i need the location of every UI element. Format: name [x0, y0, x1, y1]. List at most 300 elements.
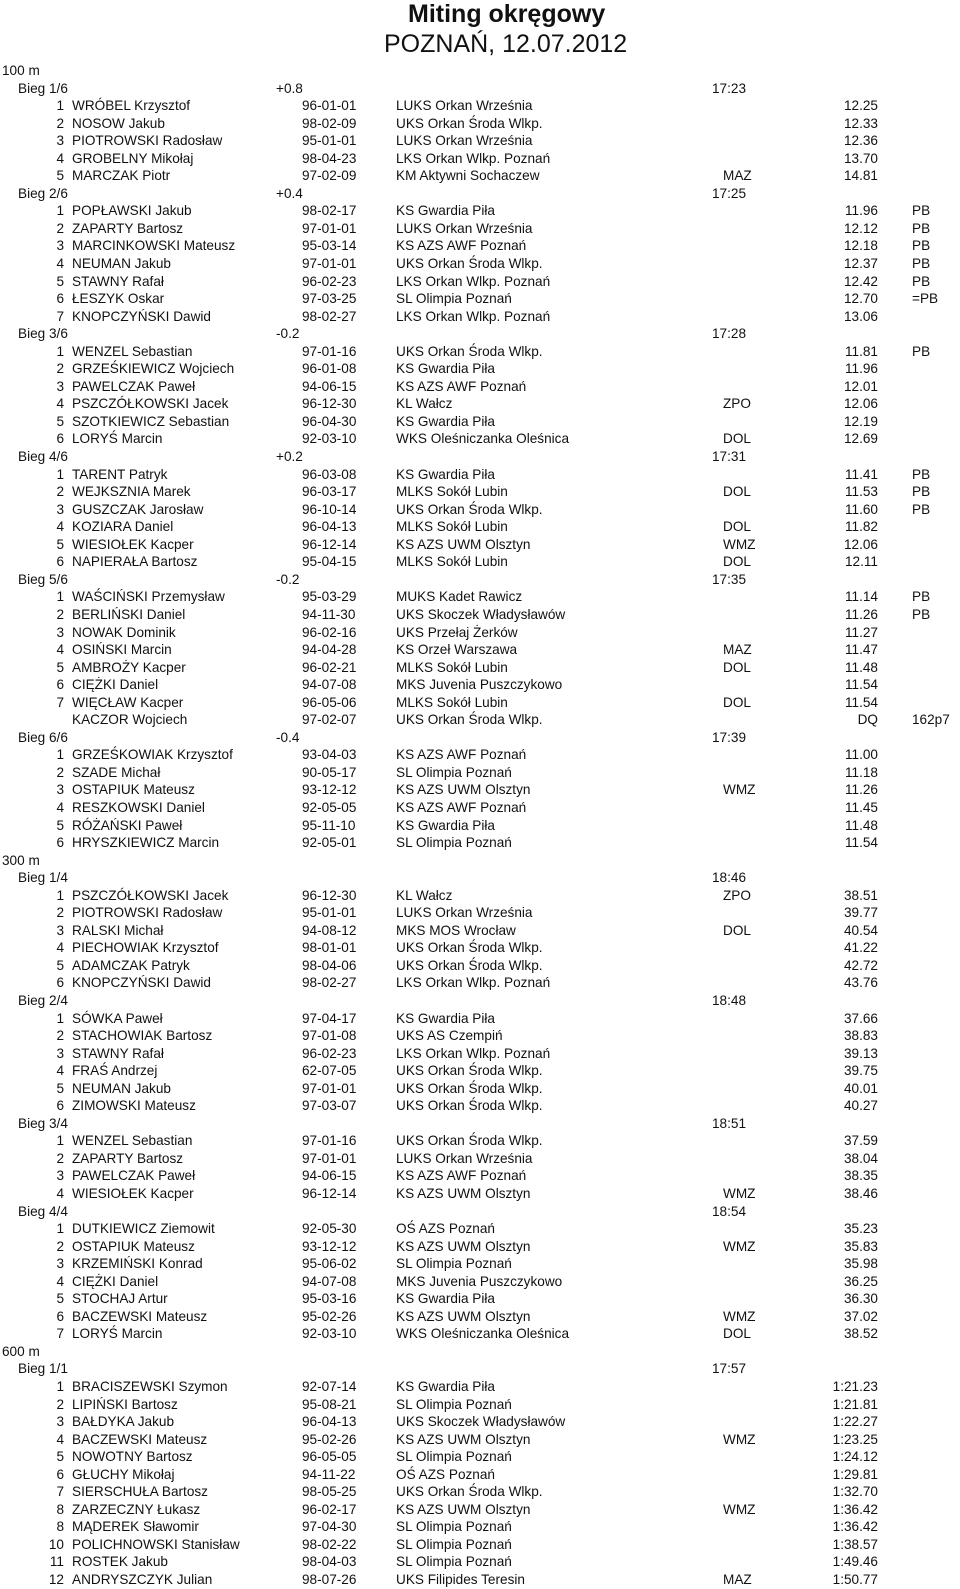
note: PB	[912, 203, 931, 219]
result-time: 12.01	[843, 378, 878, 394]
birth-date: 94-11-22	[302, 1466, 356, 1482]
result-row	[0, 1238, 960, 1256]
place: 5	[56, 659, 64, 675]
result-row	[0, 676, 960, 694]
birth-date: 97-01-01	[302, 220, 357, 236]
birth-date: 97-02-09	[302, 168, 357, 184]
heat-header	[0, 325, 960, 343]
result-row	[0, 395, 960, 413]
place: 1	[56, 343, 64, 359]
result-row	[0, 536, 960, 554]
club: KS Gwardia Piła	[396, 203, 495, 219]
result-row	[0, 1062, 960, 1080]
athlete-name: ŁESZYK Oskar	[72, 291, 165, 307]
athlete-name: WENZEL Sebastian	[72, 343, 193, 359]
heat-header	[0, 185, 960, 203]
heat-label: Bieg 2/6	[18, 185, 68, 201]
birth-date: 96-12-30	[302, 887, 357, 903]
birth-date: 96-02-21	[302, 659, 357, 675]
heat-time: 18:46	[712, 870, 747, 886]
place: 4	[56, 396, 64, 412]
birth-date: 94-04-28	[302, 642, 357, 658]
club: KS AZS AWF Poznań	[396, 799, 527, 815]
birth-date: 96-05-06	[302, 694, 357, 710]
athlete-name: LORYŚ Marcin	[72, 1326, 163, 1342]
result-time: 1:36.42	[832, 1519, 878, 1535]
result-time: 37.59	[843, 1133, 878, 1149]
heat-label: Bieg 4/4	[18, 1203, 68, 1219]
region: WMZ	[723, 1501, 756, 1517]
athlete-name: RALSKI Michał	[72, 922, 164, 938]
event-header	[0, 1343, 960, 1361]
result-time: 11.47	[844, 642, 878, 658]
place: 6	[56, 1308, 64, 1324]
result-time: 11.41	[844, 466, 878, 482]
result-row	[0, 939, 960, 957]
result-time: 37.66	[843, 1010, 878, 1026]
club: UKS Orkan Środa Wlkp.	[396, 940, 543, 956]
club: MLKS Sokół Lubin	[396, 694, 508, 710]
result-row	[0, 1325, 960, 1343]
result-time: 1:38.57	[832, 1536, 878, 1552]
result-time: 11.96	[844, 203, 878, 219]
club: UKS AS Czempiń	[396, 1028, 503, 1044]
athlete-name: PIOTROWSKI Radosław	[72, 133, 223, 149]
result-time: 41.22	[843, 940, 878, 956]
athlete-name: KOZIARA Daniel	[72, 519, 174, 535]
birth-date: 93-12-12	[302, 1238, 357, 1254]
birth-date: 96-10-14	[302, 501, 357, 517]
birth-date: 95-03-14	[302, 238, 357, 254]
result-time: 11.18	[844, 764, 878, 780]
heat-header	[0, 80, 960, 98]
result-row	[0, 694, 960, 712]
result-time: 13.06	[843, 308, 878, 324]
result-row	[0, 1518, 960, 1536]
athlete-name: GUSZCZAK Jarosław	[72, 501, 204, 517]
club: OŚ AZS Poznań	[396, 1221, 495, 1237]
athlete-name: WIĘCŁAW Kacper	[72, 694, 184, 710]
club: MKS Juvenia Puszczykowo	[396, 677, 563, 693]
athlete-name: CIĘŻKI Daniel	[72, 677, 159, 693]
region: MAZ	[723, 168, 752, 184]
place: 3	[56, 624, 64, 640]
club: OŚ AZS Poznań	[396, 1466, 495, 1482]
result-time: 12.12	[843, 220, 878, 236]
birth-date: 94-07-08	[302, 677, 357, 693]
place: 1	[56, 203, 64, 219]
athlete-name: WIESIOŁEK Kacper	[72, 536, 194, 552]
result-row	[0, 957, 960, 975]
birth-date: 96-12-30	[302, 396, 357, 412]
note: =PB	[912, 291, 939, 307]
heat-wind: +0.8	[276, 80, 303, 96]
club: UKS Skoczek Władysławów	[396, 606, 566, 622]
birth-date: 95-06-02	[302, 1256, 357, 1272]
athlete-name: RÓŻAŃSKI Paweł	[72, 817, 183, 833]
result-row	[0, 290, 960, 308]
club: UKS Orkan Środa Wlkp.	[396, 256, 543, 272]
place: 4	[56, 519, 64, 535]
result-time: 12.06	[843, 536, 878, 552]
heat-time: 17:28	[712, 326, 747, 342]
athlete-name: TARENT Patryk	[72, 466, 168, 482]
birth-date: 92-07-14	[302, 1379, 357, 1395]
note: PB	[912, 606, 931, 622]
heat-header	[0, 1115, 960, 1133]
birth-date: 94-07-08	[302, 1273, 357, 1289]
club: SL Olimpia Poznań	[396, 1536, 512, 1552]
club: WKS Oleśniczanka Oleśnica	[396, 431, 570, 447]
heat-wind: -0.4	[276, 729, 300, 745]
result-row	[0, 1255, 960, 1273]
result-time: 38.52	[843, 1326, 878, 1342]
result-time: 1:21.81	[832, 1396, 878, 1412]
birth-date: 98-02-22	[302, 1536, 357, 1552]
result-row	[0, 1378, 960, 1396]
club: UKS Orkan Środa Wlkp.	[396, 957, 543, 973]
club: UKS Skoczek Władysławów	[396, 1414, 566, 1430]
place: 3	[56, 782, 64, 798]
place: 4	[56, 1431, 64, 1447]
heat-header	[0, 869, 960, 887]
result-time: 11.60	[844, 501, 878, 517]
athlete-name: LORYŚ Marcin	[72, 431, 163, 447]
club: UKS Orkan Środa Wlkp.	[396, 1133, 543, 1149]
birth-date: 98-01-01	[302, 940, 357, 956]
result-time: 38.04	[843, 1150, 878, 1166]
athlete-name: POLICHNOWSKI Stanisław	[72, 1536, 240, 1552]
club: UKS Przełaj Żerków	[396, 624, 518, 640]
club: KS AZS UWM Olsztyn	[396, 1431, 531, 1447]
birth-date: 92-03-10	[302, 1326, 357, 1342]
club: UKS Orkan Środa Wlkp.	[396, 343, 543, 359]
result-time: 11.45	[844, 799, 878, 815]
result-time: 38.51	[843, 887, 878, 903]
event-header	[0, 852, 960, 870]
result-time: 11.26	[844, 606, 878, 622]
athlete-name: NOWAK Dominik	[72, 624, 176, 640]
athlete-name: WRÓBEL Krzysztof	[72, 98, 191, 114]
result-row	[0, 343, 960, 361]
heat-header	[0, 448, 960, 466]
note: PB	[912, 484, 931, 500]
club: UKS Orkan Środa Wlkp.	[396, 712, 543, 728]
athlete-name: NEUMAN Jakub	[72, 256, 171, 272]
result-time: 11.48	[844, 817, 878, 833]
place: 1	[56, 747, 64, 763]
region: WMZ	[723, 536, 756, 552]
athlete-name: FRAŚ Andrzej	[72, 1063, 158, 1079]
result-row	[0, 1396, 960, 1414]
heat-label: Bieg 3/4	[18, 1115, 68, 1131]
place: 1	[56, 1133, 64, 1149]
birth-date: 96-05-05	[302, 1449, 357, 1465]
club: MLKS Sokół Lubin	[396, 484, 508, 500]
athlete-name: NOWOTNY Bartosz	[72, 1449, 193, 1465]
club: SL Olimpia Poznań	[396, 1449, 512, 1465]
result-time: 35.98	[843, 1256, 878, 1272]
heat-label: Bieg 6/6	[18, 729, 68, 745]
heat-label: Bieg 3/6	[18, 326, 68, 342]
club: SL Olimpia Poznań	[396, 1554, 512, 1570]
club: KS AZS AWF Poznań	[396, 747, 527, 763]
birth-date: 96-02-17	[302, 1501, 357, 1517]
athlete-name: NEUMAN Jakub	[72, 1080, 171, 1096]
place: 2	[56, 764, 64, 780]
region: DOL	[723, 659, 751, 675]
club: WKS Oleśniczanka Oleśnica	[396, 1326, 570, 1342]
birth-date: 97-01-16	[302, 1133, 357, 1149]
birth-date: 96-04-30	[302, 413, 357, 429]
place: 4	[56, 642, 64, 658]
heat-wind: -0.2	[276, 326, 300, 342]
place: 2	[56, 361, 64, 377]
result-row	[0, 1010, 960, 1028]
club: UKS Orkan Środa Wlkp.	[396, 1063, 543, 1079]
result-time: 1:22.27	[832, 1414, 878, 1430]
result-row	[0, 974, 960, 992]
birth-date: 97-01-01	[302, 1080, 357, 1096]
place: 6	[56, 554, 64, 570]
birth-date: 95-11-10	[302, 817, 356, 833]
athlete-name: WEJKSZNIA Marek	[72, 484, 191, 500]
result-row	[0, 1045, 960, 1063]
club: KS Orzeł Warszawa	[396, 642, 518, 658]
place: 2	[56, 1028, 64, 1044]
birth-date: 96-12-14	[302, 536, 357, 552]
result-time: 12.42	[843, 273, 878, 289]
club: LKS Orkan Wlkp. Poznań	[396, 1045, 551, 1061]
place: 2	[56, 1396, 64, 1412]
result-row	[0, 1150, 960, 1168]
athlete-name: WAŚCIŃSKI Przemysław	[72, 589, 225, 605]
result-row	[0, 430, 960, 448]
result-row	[0, 220, 960, 238]
birth-date: 62-07-05	[302, 1063, 357, 1079]
result-row	[0, 711, 960, 729]
note: PB	[912, 343, 931, 359]
birth-date: 96-01-08	[302, 361, 357, 377]
club: KS AZS AWF Poznań	[396, 238, 527, 254]
athlete-name: ADAMCZAK Patryk	[72, 957, 190, 973]
club: KS AZS UWM Olsztyn	[396, 536, 531, 552]
result-row	[0, 764, 960, 782]
result-row	[0, 746, 960, 764]
birth-date: 97-01-16	[302, 343, 357, 359]
result-time: 1:49.46	[832, 1554, 878, 1570]
result-time: 11.54	[844, 694, 878, 710]
result-time: 12.06	[843, 396, 878, 412]
club: KS AZS UWM Olsztyn	[396, 1308, 531, 1324]
athlete-name: WENZEL Sebastian	[72, 1133, 193, 1149]
birth-date: 92-05-05	[302, 799, 357, 815]
place: 4	[56, 1273, 64, 1289]
club: SL Olimpia Poznań	[396, 1256, 512, 1272]
place: 4	[56, 1186, 64, 1201]
result-row	[0, 922, 960, 940]
result-time: 12.19	[843, 413, 878, 429]
birth-date: 98-02-27	[302, 975, 357, 991]
result-row	[0, 518, 960, 536]
result-time: 11.26	[844, 782, 878, 798]
place: 3	[56, 1168, 64, 1184]
region: DOL	[723, 694, 751, 710]
club: UKS Orkan Środa Wlkp.	[396, 1484, 543, 1500]
result-time: 1:36.42	[832, 1501, 878, 1517]
birth-date: 98-04-23	[302, 150, 357, 166]
result-row	[0, 1273, 960, 1291]
birth-date: 95-02-26	[302, 1431, 357, 1447]
place: 6	[56, 1466, 64, 1482]
result-time: 38.35	[843, 1168, 878, 1184]
club: SL Olimpia Poznań	[396, 835, 512, 851]
athlete-name: PSZCZÓŁKOWSKI Jacek	[72, 887, 229, 903]
place: 3	[56, 1045, 64, 1061]
region: DOL	[723, 554, 751, 570]
result-row	[0, 799, 960, 817]
club: SL Olimpia Poznań	[396, 1519, 512, 1535]
club: KS AZS UWM Olsztyn	[396, 1186, 531, 1201]
athlete-name: RESZKOWSKI Daniel	[72, 799, 205, 815]
club: KS Gwardia Piła	[396, 817, 495, 833]
club: MLKS Sokół Lubin	[396, 554, 508, 570]
place: 6	[56, 677, 64, 693]
result-row	[0, 606, 960, 624]
place: 1	[56, 589, 64, 605]
athlete-name: MARCINKOWSKI Mateusz	[72, 238, 236, 254]
heat-header	[0, 992, 960, 1010]
heat-wind: +0.2	[276, 449, 303, 465]
result-row	[0, 378, 960, 396]
result-time: 1:29.81	[832, 1466, 878, 1482]
athlete-name: BACZEWSKI Mateusz	[72, 1308, 208, 1324]
place: 2	[56, 1238, 64, 1254]
result-time: 11.27	[844, 624, 878, 640]
note: PB	[912, 238, 931, 254]
result-time: 1:23.25	[832, 1431, 878, 1447]
result-time: 38.83	[843, 1028, 878, 1044]
birth-date: 96-12-14	[302, 1186, 357, 1201]
birth-date: 95-04-15	[302, 554, 357, 570]
athlete-name: NOSOW Jakub	[72, 115, 165, 131]
result-time: DQ	[857, 712, 878, 728]
result-time: 11.54	[844, 835, 878, 851]
note: PB	[912, 273, 931, 289]
birth-date: 95-01-01	[302, 133, 357, 149]
result-row	[0, 1080, 960, 1098]
heat-label: Bieg 1/4	[18, 870, 68, 886]
result-row	[0, 1097, 960, 1115]
result-row	[0, 1553, 960, 1571]
place: 7	[56, 1326, 64, 1342]
title-block	[0, 0, 960, 62]
club: KS Gwardia Piła	[396, 1379, 495, 1395]
athlete-name: CIĘŻKI Daniel	[72, 1273, 159, 1289]
heat-header	[0, 571, 960, 589]
place: 1	[56, 1379, 64, 1395]
result-row	[0, 641, 960, 659]
athlete-name: WIESIOŁEK Kacper	[72, 1186, 194, 1201]
birth-date: 95-03-29	[302, 589, 357, 605]
club: KS Gwardia Piła	[396, 1291, 495, 1307]
birth-date: 92-03-10	[302, 431, 357, 447]
athlete-name: OSTAPIUK Mateusz	[72, 782, 195, 798]
birth-date: 96-04-13	[302, 519, 357, 535]
athlete-name: ANDRYSZCZYK Julian	[72, 1572, 213, 1588]
result-row	[0, 360, 960, 378]
note: PB	[912, 220, 931, 236]
heat-time: 17:31	[712, 449, 747, 465]
result-row	[0, 1448, 960, 1466]
club: KS Gwardia Piła	[396, 466, 495, 482]
birth-date: 96-01-01	[302, 98, 357, 114]
athlete-name: BRACISZEWSKI Szymon	[72, 1379, 228, 1395]
athlete-name: OSTAPIUK Mateusz	[72, 1238, 195, 1254]
athlete-name: POPŁAWSKI Jakub	[72, 203, 192, 219]
place: 2	[56, 905, 64, 921]
athlete-name: NAPIERAŁA Bartosz	[72, 554, 198, 570]
result-time: 11.53	[844, 484, 878, 500]
club: MKS MOS Wrocław	[396, 922, 516, 938]
birth-date: 97-01-01	[302, 1150, 357, 1166]
club: LKS Orkan Wlkp. Poznań	[396, 273, 551, 289]
heat-wind: -0.2	[276, 571, 300, 587]
birth-date: 94-08-12	[302, 922, 357, 938]
heat-label: Bieg 4/6	[18, 449, 68, 465]
birth-date: 97-01-01	[302, 256, 357, 272]
birth-date: 95-01-01	[302, 905, 357, 921]
result-row	[0, 817, 960, 835]
result-row	[0, 202, 960, 220]
athlete-name: ZARZECZNY Łukasz	[72, 1501, 201, 1517]
result-row	[0, 1308, 960, 1326]
region: WMZ	[723, 1308, 756, 1324]
athlete-name: KACZOR Wojciech	[72, 712, 188, 728]
region: WMZ	[723, 1431, 756, 1447]
place: 1	[56, 466, 64, 482]
club: KS AZS AWF Poznań	[396, 1168, 527, 1184]
place: 6	[56, 291, 64, 307]
result-time: 40.27	[843, 1098, 878, 1114]
event-header	[0, 62, 960, 80]
club: MUKS Kadet Rawicz	[396, 589, 523, 605]
place: 4	[56, 799, 64, 815]
result-row	[0, 834, 960, 852]
region: DOL	[723, 431, 751, 447]
result-row	[0, 308, 960, 326]
club: LUKS Orkan Września	[396, 220, 533, 236]
place: 5	[56, 1449, 64, 1465]
place: 1	[56, 1221, 64, 1237]
club: MKS Juvenia Puszczykowo	[396, 1273, 563, 1289]
athlete-name: PAWELCZAK Paweł	[72, 1168, 196, 1184]
result-time: 43.76	[843, 975, 878, 991]
region: MAZ	[723, 1572, 752, 1588]
athlete-name: STOCHAJ Artur	[72, 1291, 168, 1307]
birth-date: 96-04-13	[302, 1414, 357, 1430]
birth-date: 90-05-17	[302, 764, 357, 780]
result-row	[0, 132, 960, 150]
result-row	[0, 781, 960, 799]
heat-header	[0, 1360, 960, 1378]
result-row	[0, 115, 960, 133]
region: DOL	[723, 922, 751, 938]
birth-date: 96-03-08	[302, 466, 357, 482]
athlete-name: STACHOWIAK Bartosz	[72, 1028, 213, 1044]
place: 5	[56, 273, 64, 289]
place: 5	[56, 1291, 64, 1307]
